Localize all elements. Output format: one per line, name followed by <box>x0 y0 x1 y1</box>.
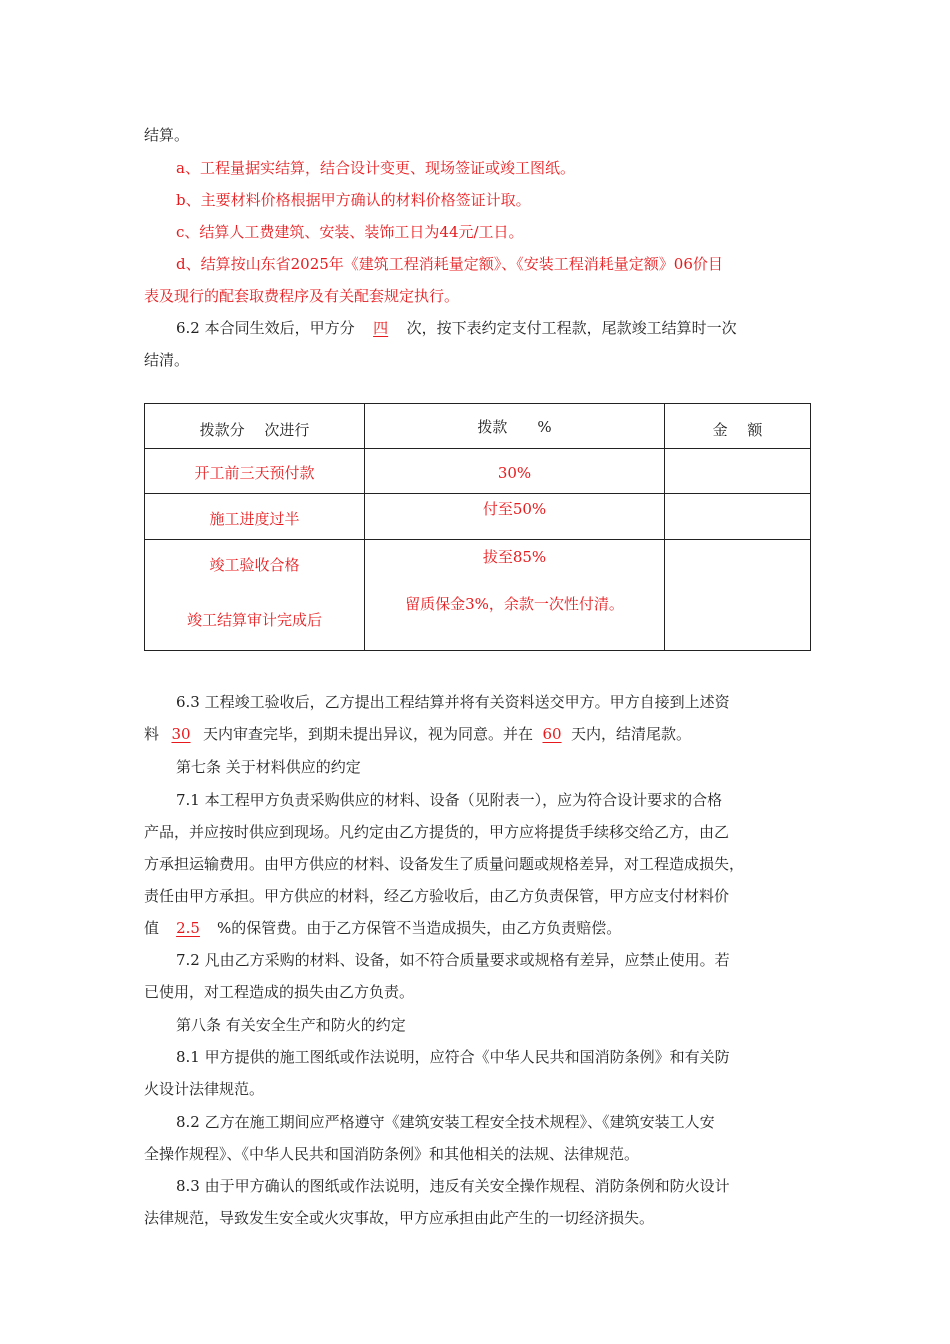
settlement-item-c: c、结算人工费建筑、安装、装饰工日为44元/工日。 <box>176 223 524 241</box>
clause-7-1: 7.1 本工程甲方负责采购供应的材料、设备（见附表一），应为符合设计要求的合格 <box>176 791 723 809</box>
payment-table <box>144 403 811 651</box>
clause-6-3: 6.3 工程竣工验收后，乙方提出工程结算并将有关资料送交甲方。甲方自接到上述资 <box>176 693 730 711</box>
clause-6-2 <box>176 318 737 338</box>
review-days: 30 <box>171 725 191 743</box>
row-percent-final: 留质保金3%，余款一次性付清。 <box>405 595 624 613</box>
clause-6-2-text: 6.2 本合同生效后，甲方分 <box>176 319 355 337</box>
clause-7-2-line2: 已使用，对工程造成的损失由乙方负责。 <box>144 983 415 1001</box>
settlement-item-d-cont: 表及现行的配套取费程序及有关配套规定执行。 <box>144 287 460 305</box>
clause-7-1-line3: 方承担运输费用。由甲方供应的材料、设备发生了质量问题或规格差异，对工程造成损失， <box>144 855 745 873</box>
clause-7-1-text-end: %的保管费。由于乙方保管不当造成损失，由乙方负责赔偿。 <box>217 919 622 937</box>
table-row <box>145 449 811 494</box>
clause-7-1-text: 值 <box>144 919 160 937</box>
header-amount: 金 额 <box>712 421 763 439</box>
clause-6-3-text: 料 <box>144 725 160 743</box>
table-header-row <box>145 404 811 449</box>
clause-6-2-text-end: 次，按下表约定支付工程款，尾款竣工结算时一次 <box>406 319 737 337</box>
settlement-item-a: a、工程量据实结算，结合设计变更、现场签证或竣工图纸。 <box>176 159 575 177</box>
clause-7-1-line4: 责任由甲方承担。甲方供应的材料，经乙方验收后，由乙方负责保管，甲方应支付材料价 <box>144 887 730 905</box>
clause-7-1-line2: 产品，并应按时供应到现场。凡约定由乙方提货的，甲方应将提货手续移交给乙方，由乙 <box>144 823 730 841</box>
clause-8-2: 8.2 乙方在施工期间应严格遵守《建筑安装工程安全技术规程》、《建筑安装工人安 <box>176 1113 715 1131</box>
row-percent: 拔至85% <box>482 548 547 566</box>
article-8-title: 第八条 有关安全生产和防火的约定 <box>176 1016 406 1034</box>
row-percent: 30% <box>497 464 532 482</box>
clause-6-3-text-end: 天内，结清尾款。 <box>571 725 692 743</box>
clause-8-1: 8.1 甲方提供的施工图纸或作法说明，应符合《中华人民共和国消防条例》和有关防 <box>176 1048 730 1066</box>
row-percent: 付至50% <box>482 500 547 518</box>
settlement-item-b: b、主要材料价格根据甲方确认的材料价格签证计取。 <box>176 191 531 209</box>
settlement-continuation: 结算。 <box>144 126 190 144</box>
settlement-item-d: d、结算按山东省2025年《建筑工程消耗量定额》、《安装工程消耗量定额》06价目 <box>176 255 723 273</box>
table-row <box>145 540 811 651</box>
clause-7-1-line5 <box>144 918 621 938</box>
row-stage-final: 竣工结算审计完成后 <box>186 611 322 629</box>
row-stage: 竣工验收合格 <box>209 556 300 574</box>
installment-count: 四 <box>373 319 389 337</box>
clause-6-3-text-mid: 天内审查完毕，到期未提出异议，视为同意。并在 <box>203 725 534 743</box>
storage-fee-percent: 2.5 <box>176 919 200 937</box>
table-row <box>145 494 811 540</box>
clause-7-2: 7.2 凡由乙方采购的材料、设备，如不符合质量要求或规格有差异，应禁止使用。若 <box>176 951 730 969</box>
clause-8-2-line2: 全操作规程》、《中华人民共和国消防条例》和其他相关的法规、法律规范。 <box>144 1145 640 1163</box>
row-stage: 开工前三天预付款 <box>194 464 315 482</box>
header-stage: 拨款分 次进行 <box>199 421 310 439</box>
payment-days: 60 <box>542 725 562 743</box>
article-7-title: 第七条 关于材料供应的约定 <box>176 758 361 776</box>
clause-8-1-line2: 火设计法律规范。 <box>144 1080 265 1098</box>
header-percent: 拨款 % <box>477 418 552 436</box>
clause-6-2-line2: 结清。 <box>144 351 190 369</box>
clause-8-3-line2: 法律规范，导致发生安全或火灾事故，甲方应承担由此产生的一切经济损失。 <box>144 1209 655 1227</box>
clause-8-3: 8.3 由于甲方确认的图纸或作法说明，违反有关安全操作规程、消防条例和防火设计 <box>176 1177 730 1195</box>
clause-6-3-line2 <box>144 724 691 744</box>
row-stage: 施工进度过半 <box>209 510 300 528</box>
